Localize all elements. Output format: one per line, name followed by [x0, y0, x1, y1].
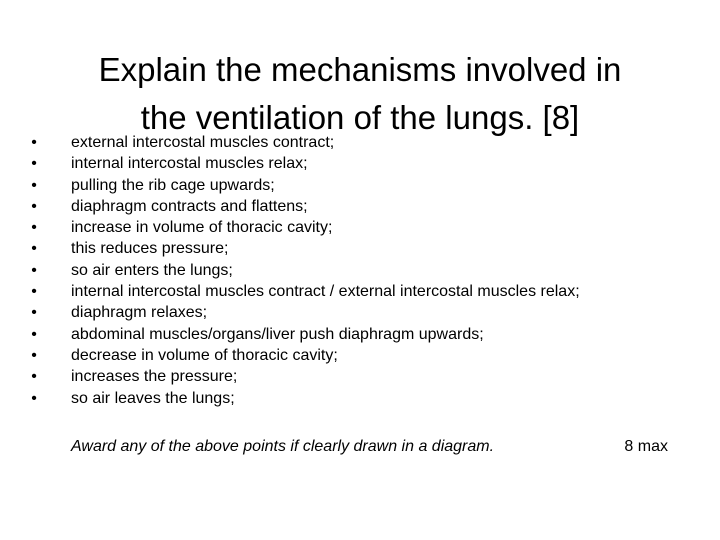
bullet-icon: •: [31, 368, 37, 386]
mark-point-text: increase in volume of thoracic cavity;: [71, 219, 333, 237]
mark-point-text: external intercostal muscles contract;: [71, 134, 335, 151]
title-line-1: Explain the mechanisms involved in: [98, 51, 622, 89]
bullet-icon: •: [31, 283, 37, 301]
mark-point-text: internal intercostal muscles relax;: [71, 155, 308, 173]
mark-point-text: internal intercostal muscles contract / external intercostal muscles relax;: [71, 283, 580, 301]
bullet-icon: •: [31, 155, 37, 173]
mark-scheme-list: [28, 132, 688, 409]
bullet-icon: •: [31, 389, 37, 407]
mark-point-text: diaphragm contracts and flattens;: [71, 197, 308, 215]
mark-point-text: so air enters the lungs;: [71, 261, 233, 279]
mark-point: [28, 153, 688, 174]
mark-point-text: abdominal muscles/organs/liver push diaphragm upwards;: [71, 325, 484, 343]
bullet-icon: •: [31, 346, 37, 364]
mark-point: [28, 196, 688, 217]
mark-point: [28, 217, 688, 238]
mark-point: [28, 238, 688, 259]
mark-point-text: decrease in volume of thoracic cavity;: [71, 346, 338, 364]
bullet-icon: •: [31, 261, 37, 279]
bullet-icon: •: [31, 304, 37, 322]
bullet-icon: •: [31, 176, 37, 194]
mark-point-text: so air leaves the lungs;: [71, 389, 235, 407]
bullet-icon: •: [31, 240, 37, 258]
title-line-2: the ventilation of the lungs. [8]: [140, 99, 580, 137]
mark-point: [28, 366, 688, 387]
mark-point: [28, 388, 688, 409]
mark-point: [28, 260, 688, 281]
mark-point-text: increases the pressure;: [71, 368, 238, 386]
mark-point: [28, 345, 688, 366]
mark-point-text: this reduces pressure;: [71, 240, 229, 258]
bullet-icon: •: [31, 219, 37, 237]
bullet-icon: •: [31, 325, 37, 343]
bullet-icon: •: [31, 197, 37, 215]
slide-title: [40, 46, 680, 142]
mark-point: [28, 302, 688, 323]
max-marks: 8 max: [624, 438, 668, 455]
award-note: Award any of the above points if clearly drawn in a diagram.: [71, 438, 495, 455]
bullet-icon: •: [31, 134, 37, 151]
mark-point: [28, 324, 688, 345]
award-footer: [71, 436, 671, 457]
mark-point: [28, 175, 688, 196]
mark-point: [28, 281, 688, 302]
mark-point-text: pulling the rib cage upwards;: [71, 176, 275, 194]
mark-point-text: diaphragm relaxes;: [71, 304, 208, 322]
mark-point: [28, 132, 688, 153]
